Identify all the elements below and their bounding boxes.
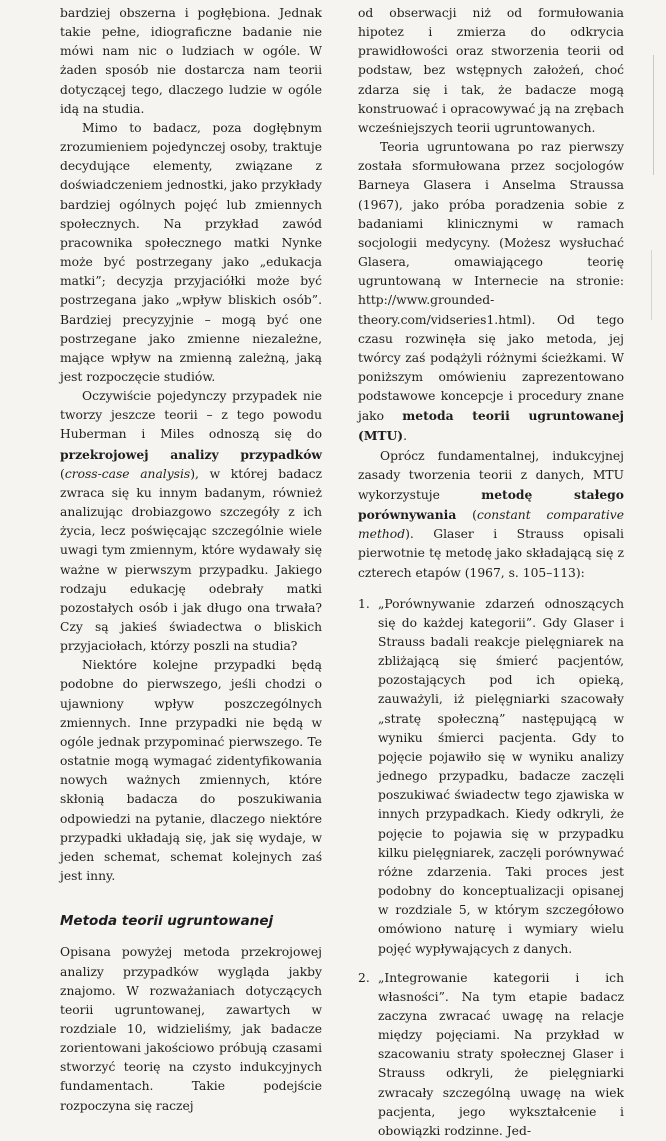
- list-number: 2.: [358, 970, 370, 985]
- paragraph: Niektóre kolejne przypadki będą podobne do pierwszego, jeśli chodzi o ujawniony wpływ poszczególnych zmiennych. Inne przypadki nie będą w ogóle jednak przypominać pierwszego. Te ostatnie mogą wymagać zidentyfikowania nowych ważnych zmiennych, które skłonią badacza do poszukiwania odpowiedzi na pytanie, dlaczego niektóre przypadki układają się, jak się wydaje, w jeden schemat, schemat kolejnych zaś jest inny.: [60, 658, 322, 884]
- left-column: [60, 4, 322, 1116]
- list-item-text: „Porównywanie zdarzeń odnoszących się do każdej kategorii”. Gdy Glaser i Strauss badali reakcje pielęgniarek na zbliżającą się śmierć pacjentów, pozostających pod ich opieką, zauważyli, iż pielęgniarki szacowały „stratę społeczną” następującą w wyniku śmierci pacjenta. Gdy to pojęcie pojawiło się w wyniku analizy jednego przypadku, badacze zaczęli poszukiwać świadectw tego zjawiska w innych przypadkach. Kiedy odkryli, że pojęcie to pojawia się w przypadku kilku pielęgniarek, zaczęli porównywać różne zdarzenia. Taki proces jest podobny do konceptualizacji opisanej w rozdziale 5, w którym szczegółowo omówiono naturę i wymiary wielu pojęć wypływających z danych.: [378, 596, 624, 956]
- stage-list: [358, 595, 624, 1141]
- text-run: (: [60, 466, 65, 481]
- paragraph: od obserwacji niż od formułowania hipotez i zmierza do odkrycia prawidłowości oraz stworzenia teorii od podstaw, bez wstępnych założeń, choć zdarza się i tak, że badacze mogą konstruować i opracowywać ją na zrębach wcześniejszych teorii ugruntowanych.: [358, 6, 624, 135]
- paragraph: [60, 387, 322, 656]
- list-item-text: „Integrowanie kategorii i ich własności”. Na tym etapie badacz zaczyna zwracać uwagę na relacje między pojęciami. Na przykład w szacowaniu straty społecznej Glaser i Strauss odkryli, że pielęgniarki zwracały szczególną uwagę na wiek pacjenta, jego wykształcenie i obowiązki rodzinne. Jed-: [378, 970, 624, 1138]
- text-run: .: [403, 429, 408, 444]
- bold-term: metoda teorii ugruntowanej (MTU): [358, 408, 624, 444]
- paragraph: [358, 447, 624, 583]
- right-column: [358, 4, 624, 1141]
- paragraph: Mimo to badacz, poza dogłębnym zrozumieniem pojedynczej osoby, traktuje decydujące elementy, związane z doświadczeniem jednostki, jako przykłady bardziej ogólnych pojęć lub zmiennych społecznych. Na przykład zawód pracownika społecznego matki Nynke może być postrzegany jako „edukacja matki”; decyzja przyjaciółki może być postrzegana jako „wpływ bliskich osób”. Bardziej precyzyjnie – mogą być one postrzegane jako zmienne niezależne, mające wpływ na zmienną zależną, jaką jest rozpoczęcie studiów.: [60, 120, 322, 384]
- list-number: 1.: [358, 596, 370, 611]
- page-edge-mark: [651, 250, 652, 320]
- paragraph: [358, 138, 624, 447]
- italic-term: constant comparative method: [358, 508, 624, 542]
- text-run: ). Glaser i Strauss opisali pierwotnie tę metodę jako składającą się z czterech etapów (1967, s. 105–113):: [358, 527, 624, 580]
- page-edge-mark: [653, 55, 654, 175]
- text-run: (: [456, 508, 477, 523]
- text-run: Teoria ugruntowana po raz pierwszy została sformułowana przez socjologów Barneya Glasera i Anselma Straussa (1967), jako próba poradzenia sobie z badaniami klinicznymi w ramach socjologii medycyny. (Możesz wysłuchać Glasera, omawiającego teorię ugruntowaną w Internecie na stronie: http://www.grounded-theory.com/vidseries1.html). Od tego czasu rozwinęła się jako metoda, jej twórcy zaś podążyli różnymi ścieżkami. W poniższym omówieniu zaprezentowano podstawowe koncepcje i procedury znane jako: [358, 140, 624, 424]
- paragraph: Opisana powyżej metoda przekrojowej analizy przypadków wygląda jakby znajomo. W rozważaniach dotyczących teorii ugruntowanej, zawartych w rozdziale 10, widzieliśmy, jak badacze zorientowani jakościowo próbują czasami stworzyć teorię na czysto indukcyjnych fundamentach. Takie podejście rozpoczyna się raczej: [60, 945, 322, 1113]
- list-item: [358, 595, 624, 959]
- bold-term: metodę stałego porównywania: [358, 486, 624, 523]
- text-run: ), w której badacz zwraca się ku innym badanym, również analizując drobiazgowo szczegóły z ich życia, lecz poświęcając szczególnie wiele uwagi tym zmiennym, które wydawały się ważne w pierwszym przypadku. Jakiego rodzaju edukację odebrały matki pozostałych osób i jak długo ona trwała? Czy są jakieś świadectwa o bliskich przyjaciołach, którzy poszli na studia?: [60, 466, 322, 654]
- bold-term: przekrojowej analizy przypadków: [60, 446, 322, 462]
- list-item: [358, 969, 624, 1141]
- section-heading: Metoda teorii ugruntowanej: [60, 913, 274, 930]
- paragraph: bardziej obszerna i pogłębiona. Jednak takie pełne, idiograficzne badanie nie mówi nam nic o ludziach w ogóle. W żaden sposób nie dostarcza nam teorii dotyczącej tego, dlaczego ludzie w ogóle idą na studia.: [60, 6, 322, 116]
- text-run: Oprócz fundamentalnej, indukcyjnej zasady tworzenia teorii z danych, MTU wykorzystuje: [358, 448, 624, 502]
- text-run: Oczywiście pojedynczy przypadek nie tworzy jeszcze teorii – z tego powodu Huberman i Miles odnoszą się do: [60, 389, 322, 442]
- italic-term: cross-case analysis: [64, 466, 191, 481]
